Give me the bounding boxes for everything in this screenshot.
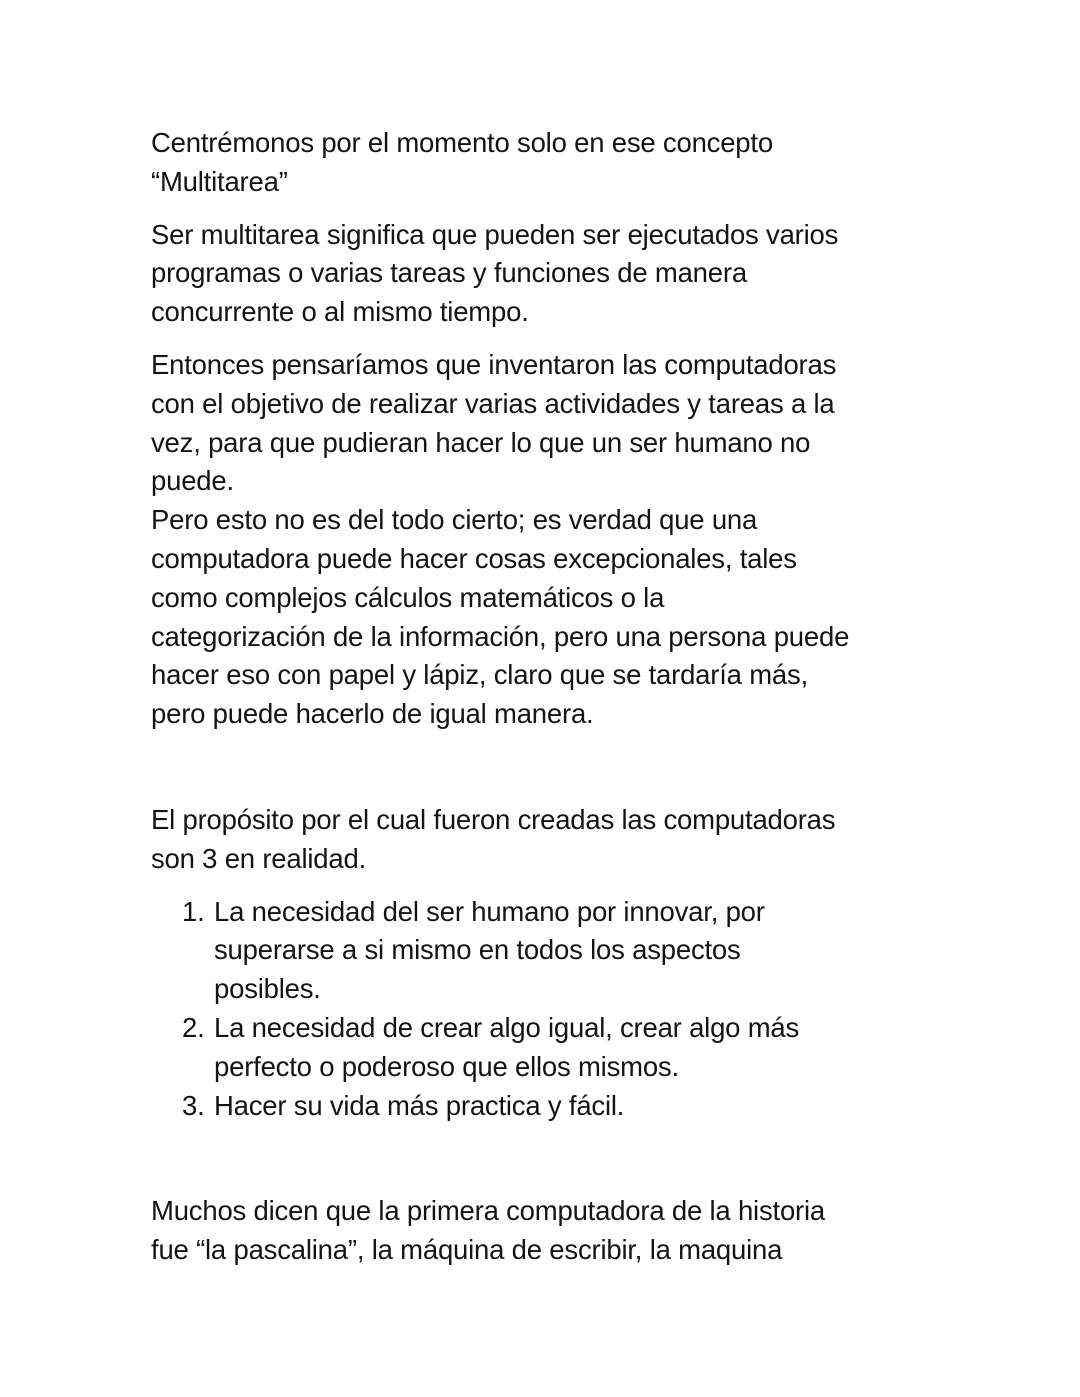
text-line: superarse a si mismo en todos los aspectos	[214, 934, 741, 966]
purpose-list	[151, 893, 951, 1126]
text-line: Entonces pensaríamos que inventaron las computadoras	[151, 348, 837, 380]
text-line: La necesidad del ser humano por innovar, por	[214, 895, 765, 927]
paragraph-computer-purpose-misconception	[151, 346, 951, 734]
list-number: 1.	[182, 895, 205, 927]
text-line: hacer eso con papel y lápiz, claro que se tardaría más,	[151, 659, 809, 691]
spacer	[151, 332, 951, 346]
text-line: como complejos cálculos matemáticos o la	[151, 581, 665, 613]
list-item	[151, 1009, 951, 1087]
text-line: fue “la pascalina”, la máquina de escribir, la maquina	[151, 1234, 783, 1266]
text-line: concurrente o al mismo tiempo.	[151, 296, 529, 328]
paragraph-multitarea-intro	[151, 124, 951, 202]
text-line: Hacer su vida más practica y fácil.	[214, 1089, 625, 1121]
text-line: pero puede hacerlo de igual manera.	[151, 698, 594, 730]
text-line: son 3 en realidad.	[151, 842, 367, 874]
list-number: 2.	[182, 1011, 205, 1043]
spacer	[151, 202, 951, 216]
text-line: perfecto o poderoso que ellos mismos.	[214, 1050, 679, 1082]
text-line: puede.	[151, 465, 234, 497]
list-number: 3.	[182, 1089, 205, 1121]
paragraph-purpose-intro	[151, 801, 951, 879]
paragraph-multitarea-definition	[151, 216, 951, 332]
text-line: El propósito por el cual fueron creadas las computadoras	[151, 803, 836, 835]
document-page	[151, 124, 951, 1270]
list-item	[151, 1087, 951, 1126]
list-item	[151, 893, 951, 1009]
text-line: Pero esto no es del todo cierto; es verdad que una	[151, 504, 758, 536]
text-line: categorización de la información, pero una persona puede	[151, 620, 850, 652]
text-line: Muchos dicen que la primera computadora de la historia	[151, 1195, 826, 1227]
text-line: Ser multitarea significa que pueden ser ejecutados varios	[151, 218, 839, 250]
text-line: con el objetivo de realizar varias actividades y tareas a la	[151, 387, 835, 419]
text-line: Centrémonos por el momento solo en ese concepto	[151, 127, 773, 158]
text-line: posibles.	[214, 973, 321, 1005]
paragraph-first-computer	[151, 1192, 951, 1270]
text-line: La necesidad de crear algo igual, crear algo más	[214, 1011, 800, 1043]
text-line: vez, para que pudieran hacer lo que un ser humano no	[151, 426, 811, 458]
text-line: “Multitarea”	[151, 165, 288, 197]
text-line: computadora puede hacer cosas excepcionales, tales	[151, 542, 797, 574]
spacer	[151, 1125, 951, 1192]
text-line: programas o varias tareas y funciones de manera	[151, 257, 747, 289]
spacer	[151, 734, 951, 801]
